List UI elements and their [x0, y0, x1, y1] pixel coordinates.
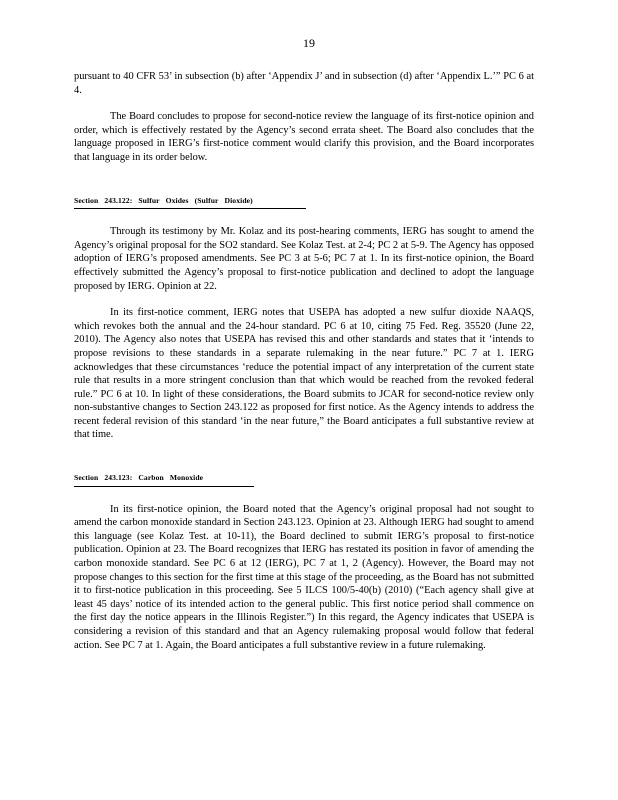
paragraph-so2-naaqs: In its first-notice comment, IERG notes that USEPA has adopted a new sulfur dioxide NAAQS, which revokes both the annual and the 24-hour standard. PC 6 at 10, citing 75 Fed. Reg. 35520 (June 22, 2010). The Agency also notes that USEPA has revised this and other standards and states that it ‘intends to propose revisions to these standards in a separate rulemaking in the near future.” PC 7 at 1. IERG acknowledges that these circumstances ‘reduce the potential impact of any interpretation of the current state rule that results in a more stringent conclusion than that which would be reached from the revoked federal rule.” PC 6 at 10. In light of these considerations, the Board submits to JCAR for second-notice review only non-substantive changes to Section 243.122 as proposed for first notice. As the Agency intends to address the recent federal revision of this standard ‘in the near future,” the Board anticipates a full substantive review at that time.	[74, 307, 534, 441]
paragraph-carbon-monoxide: In its first-notice opinion, the Board noted that the Agency’s original proposal had not sought to amend the carbon monoxide standard in Section 243.123. Opinion at 23. Although IERG had sought to amend this language (see Kolaz Test. at 10-11), the Board declined to submit IERG’s proposal to first-notice publication. Opinion at 23. The Board recognizes that IERG has restated its position in favor of amending the carbon monoxide standard. See PC 6 at 12 (IERG), PC 7 at 1, 2 (Agency). However, the Board may not propose changes to this section for the first time at this stage of the proceeding, as the Board has not submitted it to first-notice publication in this proceeding. See 5 ILCS 100/5-40(b) (2010) (“Each agency shall give at least 45 days’ notice of its intended action to the general public. This first notice period shall commence on the first day the notice appears in the Illinois Register.”) In this regard, the Agency indicates that USEPA is considering a revision of this standard and that an Agency rulemaking proposal would follow that federal action. See PC 7 at 1. Again, the Board anticipates a full substantive review in a future rulemaking.	[74, 503, 534, 651]
page-number: 19	[303, 36, 315, 50]
document-body	[74, 70, 534, 665]
paragraph-board-conclusion: The Board concludes to propose for second-notice review the language of its first-notice opinion and order, which is effectively restated by the Agency’s second errata sheet. The Board also concludes that the language proposed in IERG’s first-notice comment would clarify this provision, and the Board incorporates that language in its order below.	[74, 111, 534, 163]
section-heading-243-122: Section 243.122: Sulfur Oxides (Sulfur Dioxide)	[74, 194, 306, 210]
paragraph-continuation: pursuant to 40 CFR 53’ in subsection (b) after ‘Appendix J’ and in subsection (d) after ‘Appendix L.’” PC 6 at 4.	[74, 71, 534, 96]
section-heading-243-123: Section 243.123: Carbon Monoxide	[74, 471, 254, 487]
paragraph-so2-testimony: Through its testimony by Mr. Kolaz and its post-hearing comments, IERG has sought to amend the Agency’s original proposal for the SO2 standard. See Kolaz Test. at 2-4; PC 2 at 5-9. The Agency has opposed adoption of IERG’s proposed amendments. See PC 3 at 5-6; PC 7 at 1. In its first-notice opinion, the Board effectively submitted the Agency’s proposal to first-notice publication and declined to adopt the language proposed by IERG. Opinion at 22.	[74, 226, 534, 292]
